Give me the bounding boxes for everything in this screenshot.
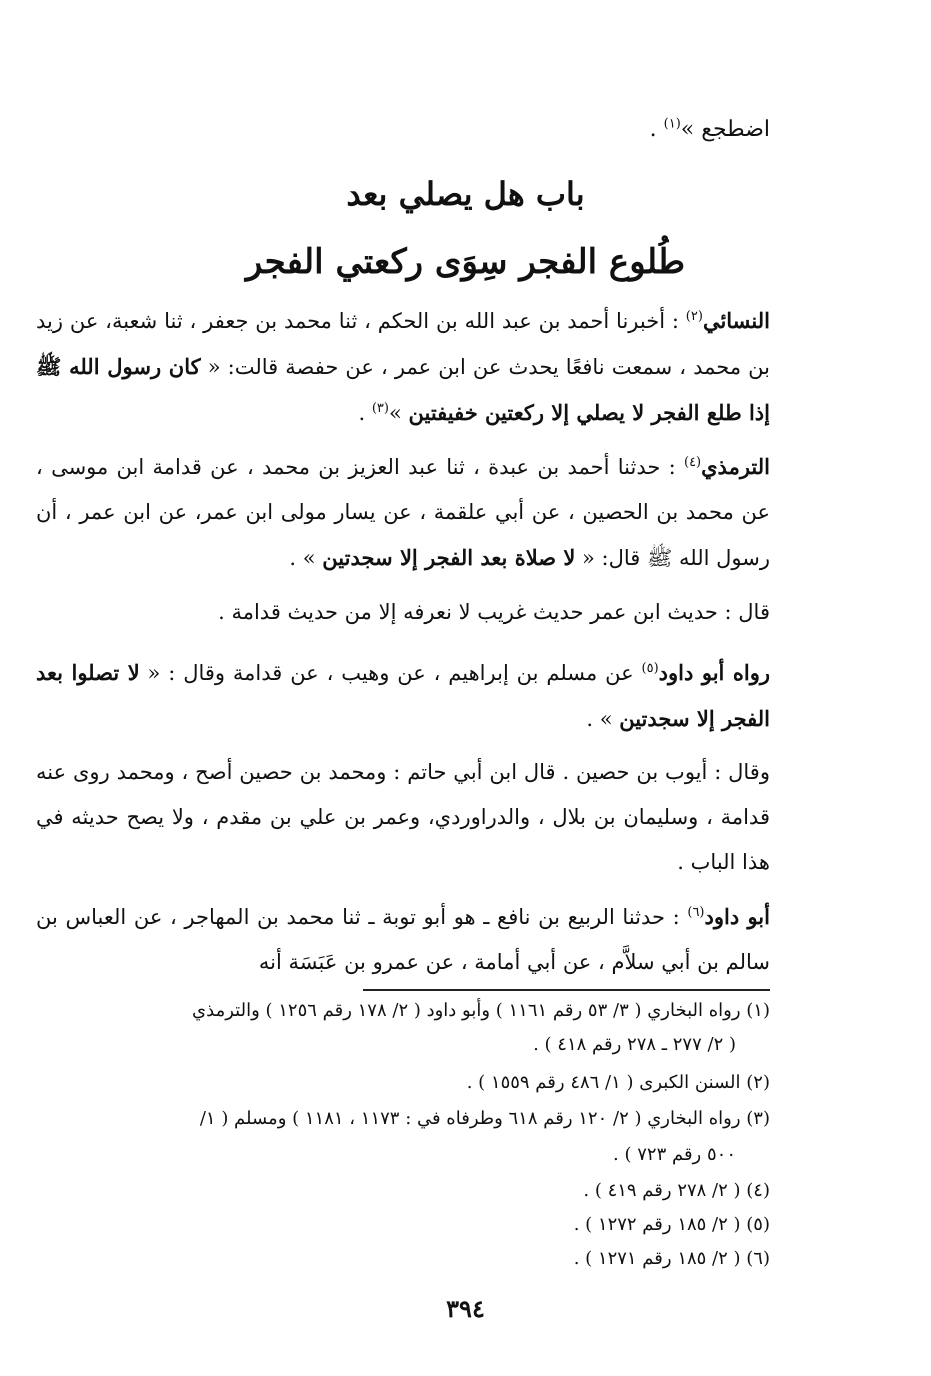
paragraph-text: : حدثنا أحمد بن عبدة ، ثنا عبد العزيز بن محمد ، عن قدامة ابن موسى ، عن محمد بن الحصين ، عن أبي علقمة ، عن يسار مولى ابن عمر، عن ابن عمر ، أن رسول الله ﷺ قال: «	[36, 455, 770, 570]
footnote-divider	[363, 989, 770, 991]
intro-end: .	[649, 117, 657, 142]
paragraph-abu-dawud-1	[36, 650, 770, 742]
source-name: النسائي	[702, 308, 770, 333]
quote-close: » .	[586, 707, 620, 731]
footnote-1-line-2	[36, 1030, 770, 1060]
paragraph-ibn-abi-hatim	[36, 750, 770, 885]
source-name: الترمذي	[701, 454, 770, 479]
footnote-ref: (٥)	[641, 661, 659, 676]
intro-line	[36, 112, 770, 148]
footnote-6: (٦) ( ٢/ ١٨٥ رقم ١٢٧١ ) .	[573, 1248, 770, 1269]
quote-close: » .	[289, 546, 323, 570]
hadith-text: لا صلاة بعد الفجر إلا سجدتين	[322, 545, 576, 570]
footnote-ref: (٢)	[685, 309, 703, 324]
hadith-text: لا تصلوا بعد الفجر إلا سجدتين	[36, 660, 770, 731]
paragraph-abu-dawud-2	[36, 894, 770, 985]
footnote-4: (٤) ( ٢/ ٢٧٨ رقم ٤١٩ ) .	[583, 1180, 770, 1201]
intro-footnote-ref: (١)	[663, 116, 681, 132]
paragraph-text: وقال : أيوب بن حصين . قال ابن أبي حاتم : ومحمد بن حصين أصح ، ومحمد روى عنه قدامة ، وسليمان بن بلال ، والدراوردي، وعمر بن علي بن مقدم ، ولا يصح حديثه في هذا الباب .	[36, 760, 770, 874]
footnote-continuation: ( ٢/ ٢٧٧ ـ ٢٧٨ رقم ٤١٨ ) .	[533, 1034, 736, 1055]
footnote-2: (٢) السنن الكبرى ( ١/ ٤٨٦ رقم ١٥٥٩ ) .	[466, 1072, 770, 1093]
footnote-ref: (٤)	[683, 455, 702, 470]
paragraph-tirmidhi-comment	[36, 590, 770, 635]
paragraph-text: عن مسلم بن إبراهيم ، عن وهيب ، عن قدامة وقال : «	[139, 661, 642, 685]
paragraph-text: : أخبرنا أحمد بن عبد الله بن الحكم ، ثنا محمد بن جعفر ، ثنا شعبة، عن زيد بن محمد ، سمعت نافعًا يحدث عن ابن عمر ، عن حفصة قالت: «	[36, 309, 770, 379]
intro-text: اضطجع »	[680, 117, 770, 142]
footnote-ref: (٣)	[371, 401, 389, 416]
paragraph-tirmidhi	[36, 444, 770, 581]
paragraph-text: قال : حديث ابن عمر حديث غريب لا نعرفه إلا من حديث قدامة .	[218, 600, 770, 624]
paragraph-text: : حدثنا الربيع بن نافع ـ هو أبو توبة ـ ثنا محمد بن المهاجر ، عن العباس بن سالم بن أبي سلاَّم ، عن أبي أمامة ، عن عمرو بن عَبَسَة أنه	[36, 905, 770, 974]
footnote-1-line-1: (١) رواه البخاري ( ٣/ ٥٣ رقم ١١٦١ ) وأبو داود ( ٢/ ١٧٨ رقم ١٢٥٦ ) والترمذي	[192, 1000, 770, 1021]
footnote-3-line-2	[36, 1140, 770, 1170]
footnote-3-line-1: (٣) رواه البخاري ( ٢/ ١٢٠ رقم ٦١٨ وطرفاه في : ١١٧٣ ، ١١٨١ ) ومسلم ( ١/	[199, 1108, 770, 1129]
paragraph-nasai	[36, 298, 770, 436]
quote-close: »	[388, 401, 409, 425]
footnote-continuation: ٥٠٠ رقم ٧٢٣ ) .	[613, 1144, 736, 1165]
paragraph-end: .	[358, 401, 366, 425]
source-name: رواه أبو داود	[658, 660, 771, 685]
footnote-5: (٥) ( ٢/ ١٨٥ رقم ١٢٧٢ ) .	[573, 1214, 770, 1235]
page-number: ٣٩٤	[446, 1294, 485, 1323]
footnote-ref: (٦)	[687, 905, 705, 920]
hadith-text: كان رسول الله ﷺ إذا طلع الفجر لا يصلي إلا ركعتين خفيفتين	[36, 354, 770, 425]
chapter-title-line-1: باب هل يصلي بعد	[346, 175, 585, 213]
chapter-title-line-2: طُلوع الفجر سِوَى ركعتي الفجر	[245, 242, 686, 282]
source-name: أبو داود	[704, 904, 770, 929]
